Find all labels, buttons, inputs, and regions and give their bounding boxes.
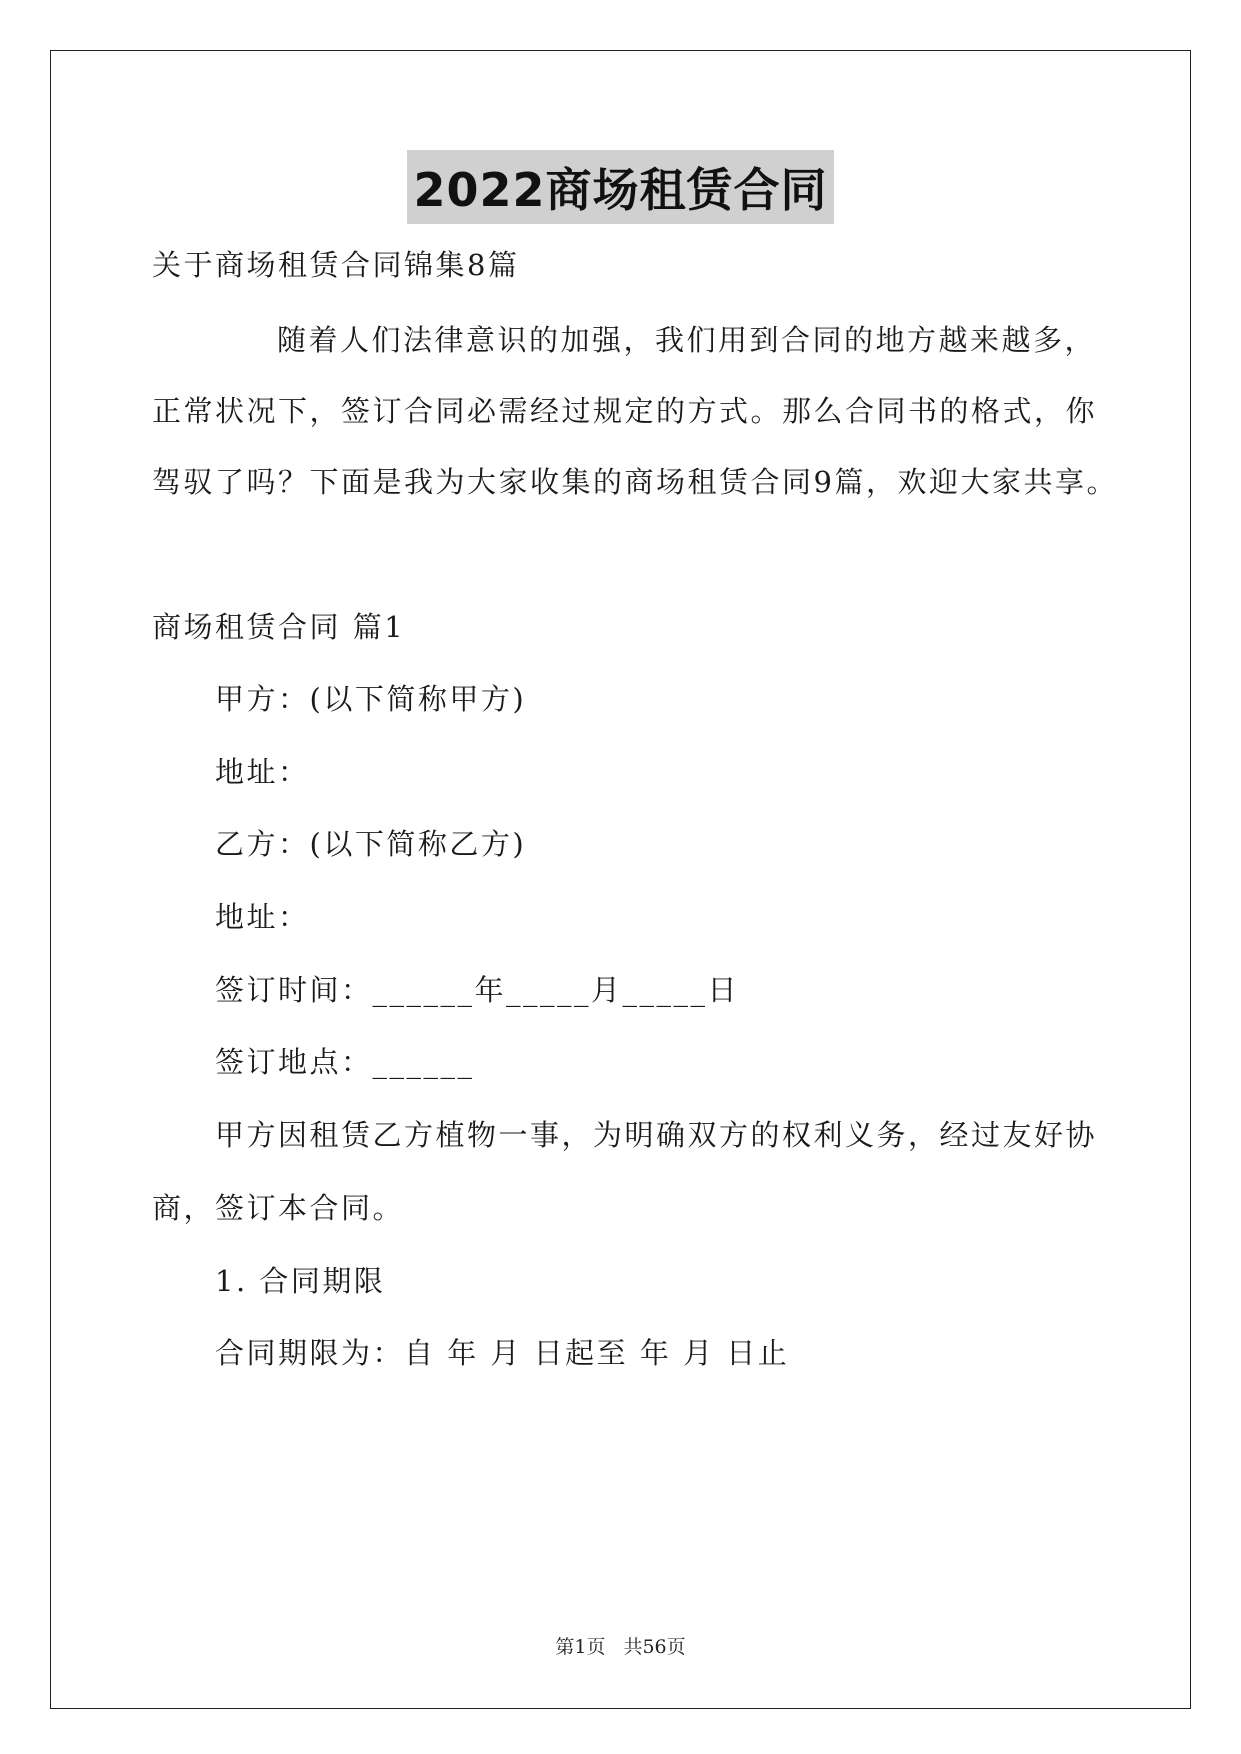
document-title: 2022商场租赁合同: [407, 150, 833, 224]
page-number: 第1页: [555, 1636, 606, 1658]
purpose-line-2: 商，签订本合同。: [152, 1191, 405, 1225]
party-b-line: 乙方：(以下简称乙方): [215, 827, 527, 861]
total-pages: 共56页: [623, 1636, 686, 1658]
sign-place-line: 签订地点：______: [215, 1045, 475, 1079]
party-a-line: 甲方：(以下简称甲方): [215, 682, 527, 716]
intro-line-3: 驾驭了吗？下面是我为大家收集的商场租赁合同9篇，欢迎大家共享。: [152, 465, 1118, 499]
clause-1-heading: 1. 合同期限: [215, 1264, 386, 1298]
intro-line-2: 正常状况下，签订合同必需经过规定的方式。那么合同书的格式，你: [152, 394, 1098, 428]
clause-1-text: 合同期限为：自 年 月 日起至 年 月 日止: [215, 1336, 790, 1370]
purpose-line-1: 甲方因租赁乙方植物一事，为明确双方的权利义务，经过友好协: [215, 1118, 1098, 1152]
page-border: [50, 50, 1191, 1709]
party-a-address: 地址：: [215, 755, 310, 789]
document-subtitle: 关于商场租赁合同锦集8篇: [152, 248, 520, 282]
document-title-container: [0, 150, 1241, 224]
sign-time-line: 签订时间：______年_____月_____日: [215, 973, 740, 1007]
section-heading: 商场租赁合同 篇1: [152, 610, 406, 644]
page-footer: [0, 1632, 1241, 1659]
intro-line-1: 随着人们法律意识的加强，我们用到合同的地方越来越多，: [277, 323, 1097, 357]
party-b-address: 地址：: [215, 900, 310, 934]
